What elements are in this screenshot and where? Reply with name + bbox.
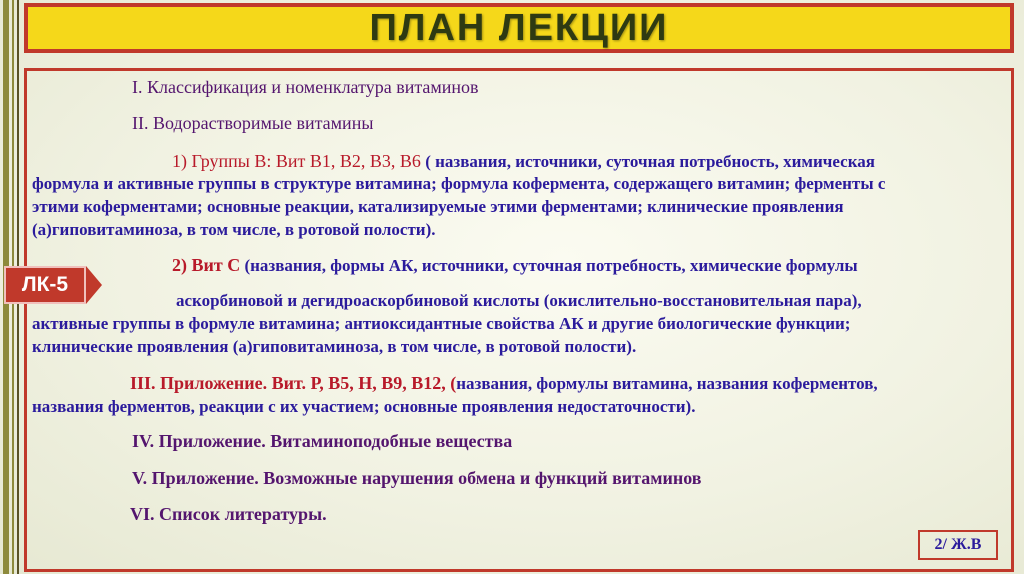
group-b-text-4: (а)гиповитаминоза, в том числе, в ротовой полости). bbox=[32, 220, 436, 239]
slide-title: ПЛАН ЛЕКЦИИ bbox=[369, 6, 669, 49]
group-c-text-3: активные группы в формуле витамина; антиоксидантные свойства АК и другие биологические функции; bbox=[32, 314, 851, 333]
group-b-text-1: ( названия, источники, суточная потребность, химическая bbox=[425, 152, 875, 171]
item-iv: IV. Приложение. Витаминоподобные вещества bbox=[132, 431, 513, 451]
group-b-heading: 1) Группы В: Вит В1, В2, В3, В6 bbox=[172, 151, 421, 171]
group-c-line-1 bbox=[172, 254, 858, 277]
item-ii: II. Водорастворимые витамины bbox=[132, 113, 374, 133]
item-iii-text-1: названия, формулы витамина, названия коферментов, bbox=[456, 374, 878, 393]
item-iii-heading: III. Приложение. Вит. Р, В5, Н, В9, В12, ( bbox=[130, 373, 457, 393]
group-c-text-4: клинические проявления (а)гиповитаминоза, в том числе, в ротовой полости). bbox=[32, 337, 637, 356]
title-bar bbox=[24, 3, 1014, 53]
group-b-text-3: этими коферментами; основные реакции, катализируемые этими ферментами; клинические проявления bbox=[32, 197, 844, 216]
item-i: I. Классификация и номенклатура витаминов bbox=[132, 77, 479, 97]
lecture-badge bbox=[4, 266, 86, 304]
badge-arrow bbox=[86, 266, 102, 304]
footer-tag: 2/ Ж.В bbox=[918, 530, 998, 560]
group-c-heading: 2) Вит С bbox=[172, 255, 241, 275]
item-iii-text-2: названия ферментов, реакции с их участием; основные проявления недостаточности). bbox=[32, 397, 696, 416]
lecture-badge-label: ЛК-5 bbox=[21, 273, 69, 296]
group-b-text-2: формула и активные группы в структуре витамина; формула кофермента, содержащего витамин; ферменты с bbox=[32, 174, 886, 193]
group-c-text-2: аскорбиновой и дегидроаскорбиновой кислоты (окислительно-восстановительная пара), bbox=[176, 291, 862, 310]
item-vi: VI. Список литературы. bbox=[130, 504, 327, 524]
item-iii-line-1 bbox=[130, 372, 878, 395]
group-b-line-1 bbox=[172, 150, 875, 173]
group-c-text-1: (названия, формы АК, источники, суточная потребность, химические формулы bbox=[244, 256, 858, 275]
item-v: V. Приложение. Возможные нарушения обмена и функций витаминов bbox=[132, 468, 702, 488]
